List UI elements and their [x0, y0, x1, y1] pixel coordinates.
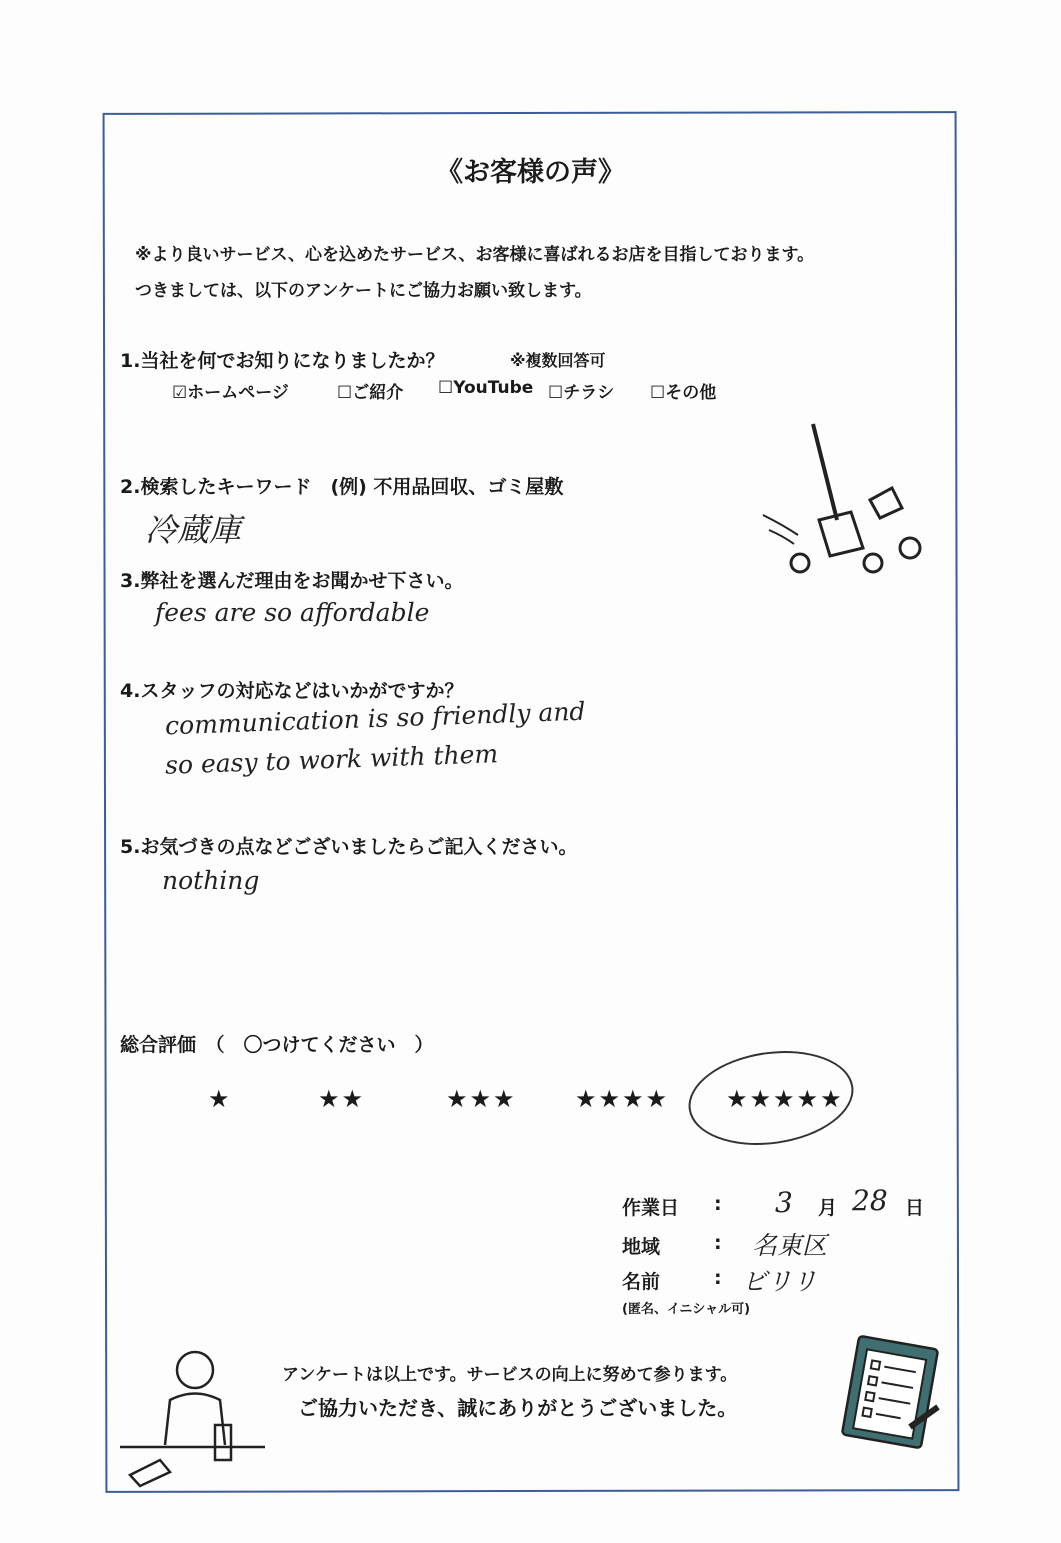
option-referral[interactable]: ☐ご紹介 [337, 383, 404, 403]
work-month-value: 3 [775, 1186, 793, 1219]
cleaning-staff-illustration [115, 1345, 275, 1490]
answer-4-line-1: communication is so friendly and [164, 696, 586, 741]
broom-illustration [755, 420, 930, 585]
question-2: 2.検索したキーワード (例) 不用品回収、ゴミ屋敷 [120, 476, 564, 498]
form-border [103, 111, 960, 1493]
checkbox-checked-icon: ☑ [172, 383, 188, 403]
rating-1-star[interactable]: ★ [208, 1085, 232, 1113]
month-unit: 月 [818, 1197, 838, 1219]
name-value: ビリリ [742, 1267, 818, 1296]
answer-3: fees are so affordable [155, 598, 430, 627]
multiple-answers-note: ※複数回答可 [510, 351, 606, 370]
answer-2: 冷蔵庫 [145, 511, 242, 549]
name-label: 名前 [622, 1271, 661, 1293]
option-flyer[interactable]: ☐チラシ [548, 383, 615, 403]
colon: : [714, 1193, 722, 1215]
rating-5-stars[interactable]: ★★★★★ [726, 1085, 844, 1113]
intro-line-2: つきましては、以下のアンケートにご協力お願い致します。 [135, 281, 592, 301]
closing-line-1: アンケートは以上です。サービスの向上に努めて参ります。 [282, 1365, 738, 1385]
area-label: 地域 [622, 1236, 661, 1258]
work-date-label: 作業日 [622, 1197, 680, 1219]
question-3: 3.弊社を選んだ理由をお聞かせ下さい。 [120, 570, 464, 592]
rating-2-stars[interactable]: ★★ [318, 1085, 366, 1113]
option-homepage[interactable]: ☑ホームページ [172, 383, 289, 403]
question-4: 4.スタッフの対応などはいかがですか？ [120, 680, 464, 702]
name-note: (匿名、イニシャル可) [622, 1302, 751, 1317]
answer-5: nothing [162, 866, 260, 895]
clipboard-checklist-illustration [840, 1332, 945, 1452]
rating-4-stars[interactable]: ★★★★ [575, 1085, 670, 1113]
work-day-value: 28 [852, 1184, 888, 1217]
option-youtube[interactable]: ☐YouTube [438, 378, 534, 398]
intro-line-1: ※より良いサービス、心を込めたサービス、お客様に喜ばれるお店を目指しております。 [135, 245, 815, 265]
rating-3-stars[interactable]: ★★★ [446, 1085, 517, 1113]
form-title: 《お客様の声》 [436, 157, 625, 188]
option-other[interactable]: ☐その他 [650, 383, 717, 403]
day-unit: 日 [905, 1197, 925, 1219]
checkbox-icon: ☐ [548, 383, 564, 403]
overall-rating-label: 総合評価 （ 〇つけてください ） [120, 1034, 434, 1056]
colon: : [714, 1267, 722, 1289]
colon: : [714, 1232, 722, 1254]
checkbox-icon: ☐ [438, 378, 454, 398]
checkbox-icon: ☐ [337, 383, 353, 403]
closing-line-2: ご協力いただき、誠にありがとうございました。 [298, 1396, 738, 1420]
checkbox-icon: ☐ [650, 383, 666, 403]
answer-4-line-2: so easy to work with them [164, 739, 499, 780]
area-value: 名東区 [752, 1231, 828, 1260]
question-1: 1.当社を何でお知りになりましたか？ [120, 350, 445, 372]
question-5: 5.お気づきの点などございましたらご記入ください。 [120, 836, 578, 858]
